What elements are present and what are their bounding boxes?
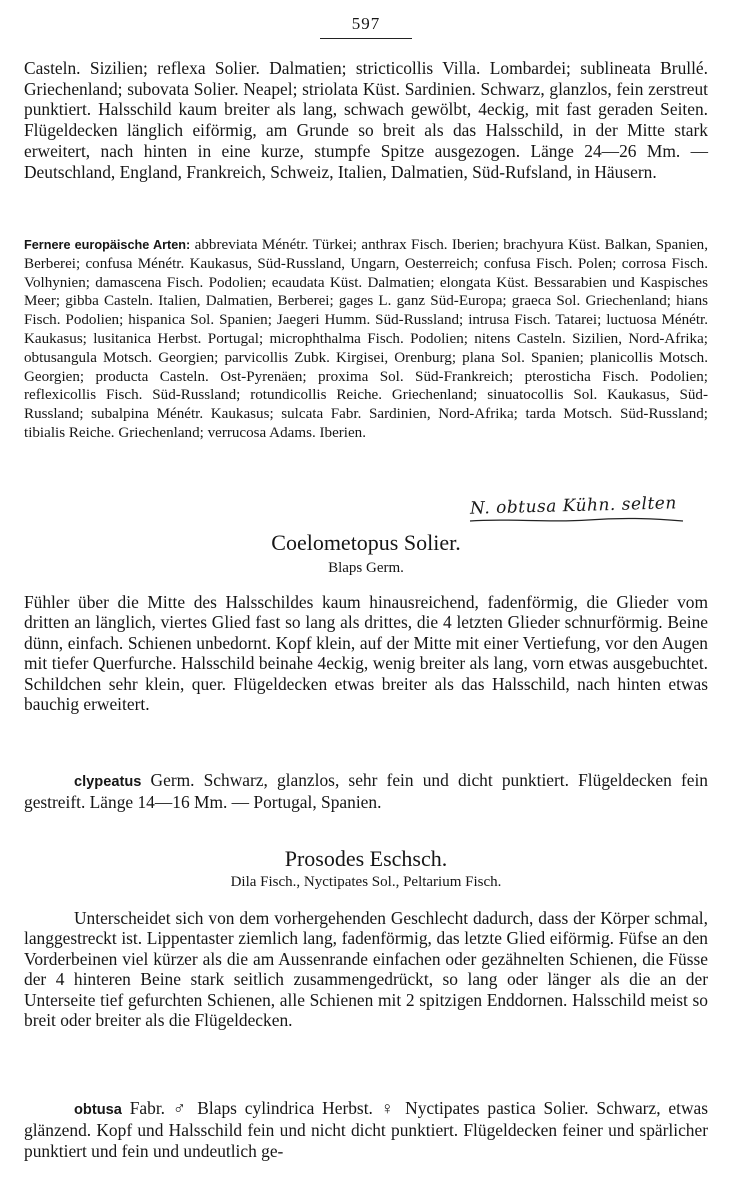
further-species-list: abbreviata Ménétr. Türkei; anthrax Fisch. Iberien; brachyura Küst. Balkan, Spanien, Berberei; confusa Ménétr. Kaukasus, Süd-Russland, Ungarn, Oesterreich; confusa Fisch. Polen; corrosa Fisch. Volhynien; damascena Fisch. Podolien; ecaudata Küst. Dalmatien; elongata Küst. Bessarabien und Kaspisches Meer; gibba Casteln. Italien, Dalmatien, Berberei; gages L. ganz Süd-Europa; graeca Sol. Griechenland; hians Fisch. Podolien; hispanica Sol. Spanien; Jaegeri Humm. Süd-Russland; intrusa Fisch. Tatarei; luctuosa Ménétr. Kaukasus; lusitanica Herbst. Portugal; microphthalma Fisch. Podolien; nitens Casteln. Sizilien, Nord-Afrika; obtusangula Motsch. Georgien; parvicollis Zubk. Kirgisei, Orenburg; plana Sol. Spanien; planicollis Motsch. Georgien; producta Casteln. Ost-Pyrenäen; proxima Sol. Süd-Frankreich; pterosticha Fisch. Podolien; reflexicollis Fisch. Süd-Russland; rotundicollis Reiche. Griechenland; sinuatocollis Sol. Kaukasus, Süd-Russland; subalpina Ménétr. Kaukasus; sulcata Fabr. Sardinien, Nord-Afrika; tarda Motsch. Süd-Russland; tibialis Reiche. Griechenland; verrucosa Adams. Iberien.	[24, 237, 708, 441]
genus-description-prosodes: Unterscheidet sich von dem vorhergehenden Geschlecht dadurch, dass der Körper schmal, langgestreckt ist. Lippentaster ziemlich lang, fadenförmig, das letzte Glied eiförmig. Füfse an den Vorderbeinen viel kürzer als die am Aussenrande einfachen oder gezähnelten Schienen, die Füsse der 4 hinteren Beine stark seitlich zusammengedrückt, so lang oder länger als die an der Unterseite tief gefurchten Schienen, alle Schienen mit 2 spitzigen Enddornen. Halsschild meist so breit oder breiter als die Flügeldecken.	[24, 908, 708, 1031]
genus-title-prosodes: Prosodes Eschsch.	[284, 846, 448, 871]
genus-description-coelometopus: Fühler über die Mitte des Halsschildes kaum hinausreichend, fadenförmig, die Glieder vom dritten an länglich, viertes Glied fast so lang als drittes, die 4 letzten Glieder schnurförmig. Beine dünn, einfach. Schienen unbedornt. Kopf klein, auf der Mitte mit einer Vertiefung, vor den Augen mit tiefer Querfurche. Halsschild beinahe 4eckig, wenig breiter als lang, vorn etwas ausgebuchtet. Schildchen sehr klein, quer. Flügeldecken etwas breiter als das Halsschild, nach hinten etwas bauchig erweitert.	[24, 592, 708, 715]
genus-title-coelometopus: Coelometopus Solier.	[271, 530, 461, 555]
species-name-clypeatus: clypeatus	[74, 774, 142, 790]
further-species-paragraph	[24, 236, 708, 443]
further-species-heading: Fernere europäische Arten:	[24, 238, 191, 252]
handwritten-underline	[468, 512, 688, 526]
species-description-continued: Casteln. Sizilien; reflexa Solier. Dalmatien; stricticollis Villa. Lombardei; sublineata Brullé. Griechenland; subovata Solier. Neapel; striolata Küst. Sardinien. Schwarz, glanzlos, fein zerstreut punktiert. Halsschild kaum breiter als lang, schwach gewölbt, 4eckig, mit fast geraden Seiten. Flügeldecken länglich eiförmig, am Grunde so breit als das Halsschild, in der Mitte stark erweitert, nach hinten in eine kurze, stumpfe Spitze ausgezogen. Länge 24—26 Mm. — Deutschland, England, Frankreich, Schweiz, Italien, Dalmatien, Süd-Rufsland, in Häusern.	[24, 58, 708, 182]
page-number: 597	[351, 14, 381, 33]
species-entry-obtusa	[24, 1098, 708, 1161]
species-text-clypeatus: Germ. Schwarz, glanzlos, sehr fein und dicht punktiert. Flügeldecken fein gestreift. Länge 14—16 Mm. — Portugal, Spanien.	[24, 770, 708, 813]
page-number-rule	[320, 38, 412, 39]
genus-synonym-prosodes: Dila Fisch., Nyctipates Sol., Peltarium Fisch.	[230, 874, 502, 890]
species-text-obtusa: Fabr. ♂ Blaps cylindrica Herbst. ♀ Nyctipates pastica Solier. Schwarz, etwas glänzend. Kopf und Halsschild fein und nicht dicht punktiert. Flügeldecken feiner und spärlicher punktiert und fein und undeutlich ge-	[24, 1098, 709, 1161]
species-name-obtusa: obtusa	[74, 1102, 122, 1118]
genus-synonym-coelometopus: Blaps Germ.	[328, 560, 404, 576]
species-entry-clypeatus	[24, 770, 708, 813]
handwritten-note: N. obtusa Kühn. selten	[469, 493, 678, 519]
